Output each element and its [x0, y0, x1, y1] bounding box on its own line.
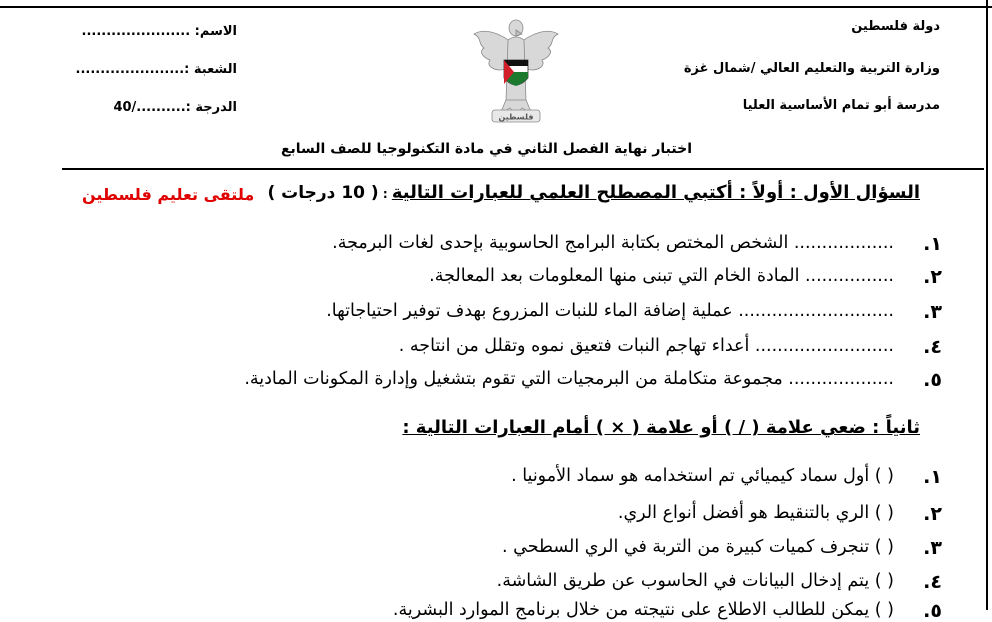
q2-item-text: ( ) أول سماد كيميائي تم استخدامه هو سماد الأمونيا . [511, 466, 894, 486]
q2-item-text: ( ) يمكن للطالب الاطلاع على نتيجته من خلال برنامج الموارد البشرية. [392, 600, 894, 620]
question-1-label: السؤال الأول : أولاً : أكتبي المصطلح العلمي للعبارات التالية [391, 182, 920, 203]
page-right-border [986, 0, 988, 610]
q2-item-number: ٥. [923, 600, 942, 622]
exam-title: اختبار نهاية الفصل الثاني في مادة التكنولوجيا للصف السابع [280, 141, 692, 157]
q2-item-number: ٤. [923, 571, 942, 593]
q2-item-text: ( ) يتم إدخال البيانات في الحاسوب عن طريق الشاشة. [496, 571, 894, 591]
q2-item-number: ١. [923, 466, 942, 488]
q1-item-text: ............................ عملية إضافة الماء للنبات المزروع بهدف توفير احتياجاتها. [326, 301, 894, 321]
q1-item-number: ٢. [923, 266, 942, 288]
q1-item-text: .................. الشخص المختص بكتابة البرامج الحاسوبية بإحدى لغات البرمجة. [332, 233, 894, 253]
q1-item-number: ١. [923, 233, 942, 255]
question-1-marks-separator: : [378, 187, 392, 201]
palestine-emblem [470, 12, 562, 126]
header-state: دولة فلسطين [851, 19, 940, 34]
q1-item-text: ................ المادة الخام التي تبنى منها المعلومات بعد المعالجة. [429, 266, 894, 286]
q2-item-number: ٢. [923, 503, 942, 525]
page-top-border [0, 0, 992, 8]
q1-item-number: ٣. [923, 301, 942, 323]
question-1-heading [267, 182, 920, 203]
q1-item-number: ٥. [923, 369, 942, 391]
header-ministry: وزارة التربية والتعليم العالي /شمال غزة [683, 61, 940, 76]
name-field: الاسم: ...................... [81, 24, 237, 39]
question-1-marks: ( 10 درجات ) [267, 183, 379, 203]
q1-item-text: ......................... أعداء تهاجم النبات فتعيق نموه وتقلل من انتاجه . [398, 336, 894, 356]
grade-field: الدرجة :........../40 [113, 100, 237, 115]
header-divider [62, 168, 984, 170]
section-field: الشعبة :...................... [75, 62, 237, 77]
brand-watermark: ملتقى تعليم فلسطين [82, 185, 255, 204]
q2-item-text: ( ) الري بالتنقيط هو أفضل أنواع الري. [617, 503, 894, 523]
question-2-heading: ثانياً : ضعي علامة ( / ) أو علامة ( × ) أمام العبارات التالية : [402, 417, 920, 438]
q2-item-text: ( ) تنجرف كميات كبيرة من التربة في الري السطحي . [502, 537, 894, 557]
q1-item-text: ................... مجموعة متكاملة من البرمجيات التي تقوم بتشغيل وإدارة المكونات المادية. [244, 369, 894, 389]
q1-item-number: ٤. [923, 336, 942, 358]
header-school: مدرسة أبو تمام الأساسية العليا [742, 98, 940, 113]
q2-item-number: ٣. [923, 537, 942, 559]
emblem-banner-text: فلسطين [498, 112, 534, 122]
